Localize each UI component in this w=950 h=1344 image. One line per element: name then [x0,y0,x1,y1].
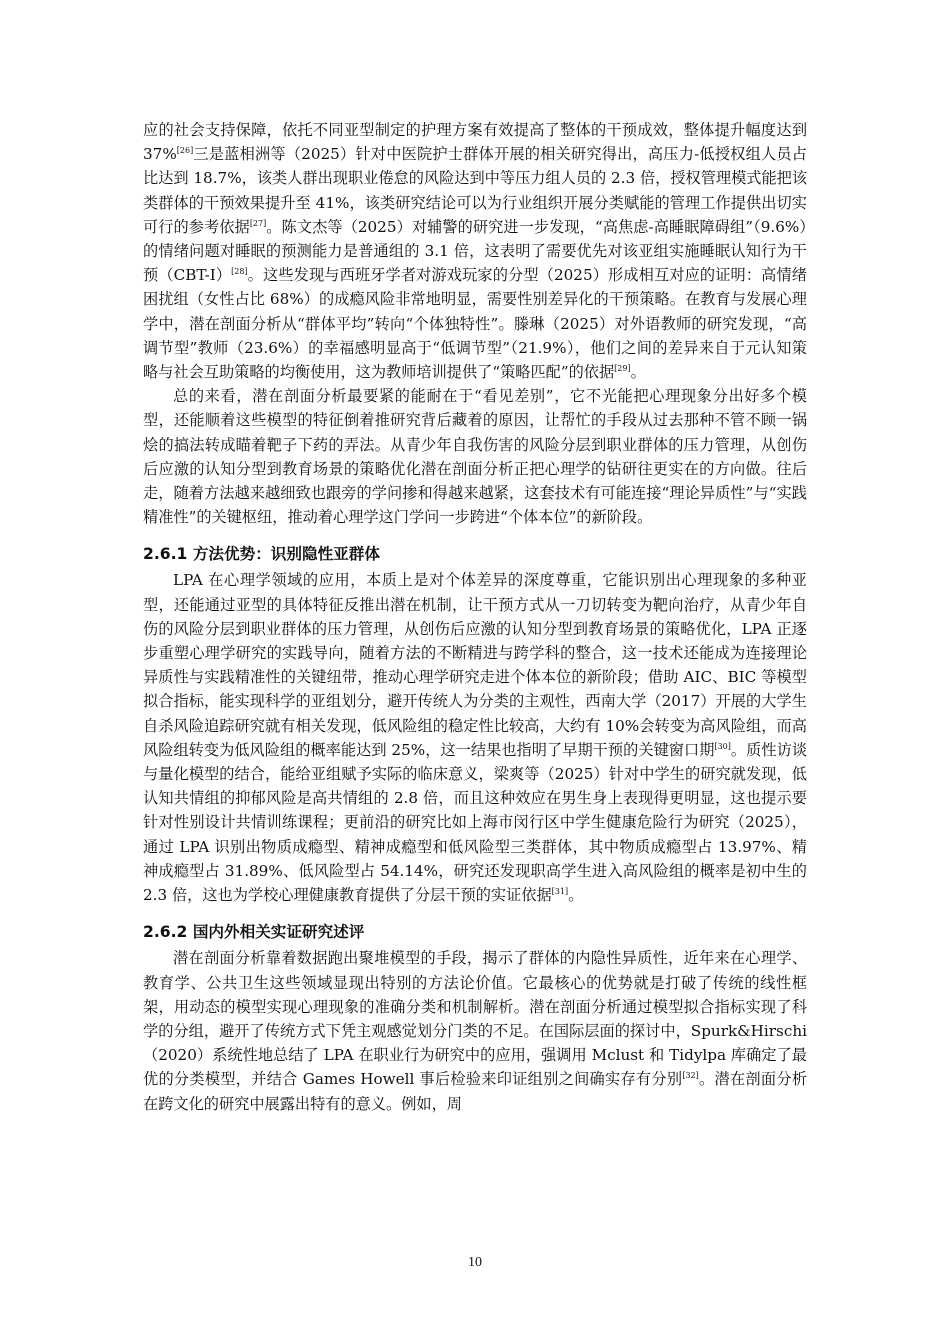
text-segment: 。这些发现与西班牙学者对游戏玩家的分型（2025）形成相互对应的证明：高情绪困扰组（女性占比 68%）的成瘾风险非常地明显，需要性别差异化的干预策略。在教育与发展心理学中，潜在剖面分析从“群体平均”转向“个体独特性”。滕琳（2025）对外语教师的研究发现，“高调节型”教师（23.6%）的幸福感明显高于“低调节型”（21.9%），他们之间的差异来自于元认知策略与社会互助策略的均衡使用，这为教师培训提供了“策略匹配”的依据 [143,266,807,382]
section-heading-2-6-2: 2.6.2 国内外相关实证研究述评 [143,923,365,942]
paragraph-summary: 总的来看，潜在剖面分析最要紧的能耐在于“看见差别”，它不光能把心理现象分出好多个模型，还能顺着这些模型的特征倒着推研究背后藏着的原因，让帮忙的手段从过去那种不管不顾一锅烩的搞法转成瞄着靶子下药的弄法。从青少年自我伤害的风险分层到职业群体的压力管理，从创伤后应激的认知分型到教育场景的策略优化潜在剖面分析正把心理学的钻研往更实在的方向做。往后走，随着方法越来越细致也跟旁的学问掺和得越来越紧，这套技术有可能连接“理论异质性”与“实践精准性”的关键枢纽，推动着心理学这门学问一步跨进“个体本位”的新阶段。 [143,387,807,527]
citation-ref: [31] [551,887,569,897]
text-segment: 。 [630,363,646,382]
text-segment: 潜在剖面分析靠着数据跑出聚堆模型的手段，揭示了群体的内隐性异质性，近年来在心理学、教育学、公共卫生这些领域显现出特别的方法论价值。它最核心的优势就是打破了传统的线性框架，用动态的模型实现心理现象的准确分类和机制解析。潜在剖面分析通过模型拟合指标实现了科学的分组，避开了传统方式下凭主观感觉划分门类的不足。在国际层面的探讨中，Spurk&Hirschi（2020）系统性地总结了 LPA 在职业行为研究中的应用，强调用 Mclust 和 Tidylpa 库确定了最优的分类模型，并结合 Games Howell 事后检验来印证组别之间确实存有分别 [143,949,807,1089]
page-number: 10 [468,1255,482,1270]
citation-ref: [27] [249,218,267,228]
section-heading-2-6-1: 2.6.1 方法优势：识别隐性亚群体 [143,545,380,564]
paragraph-empirical-review [143,946,807,1115]
paragraph-subtype-findings [143,118,807,384]
text-segment: LPA 在心理学领域的应用，本质上是对个体差异的深度尊重，它能识别出心理现象的多种亚型，还能通过亚型的具体特征反推出潜在机制，让干预方式从一刀切转变为靶向治疗，从青少年自伤的风险分层到职业群体的压力管理，从创伤后应激的认知分型到教育场景的策略优化，LPA 正逐步重塑心理学研究的实践导向，随着方法的不断精进与跨学科的整合，这一技术还能成为连接理论异质性与实践精准性的关键纽带，推动心理学研究走进个体本位的新阶段；借助 AIC、BIC 等模型拟合指标，能实现科学的亚组划分，避开传统人为分类的主观性，西南大学（2017）开展的大学生自杀风险追踪研究就有相关发现，低风险组的稳定性比较高，大约有 10%会转变为高风险组，而高风险组转变为低风险组的概率能达到 25%，这一结果也指明了早期干预的关键窗口期 [143,571,807,759]
text-segment: 。潜在剖面分析在跨文化的研究中展露出特有的意义。例如，周 [143,1070,808,1113]
citation-ref: [30] [714,741,731,751]
paragraph-method-advantage [143,568,807,907]
text-segment: 。 [568,886,584,905]
text-segment: 三是蓝相洲等（2025）针对中医院护士群体开展的相关研究得出，高压力-低授权组人员占比达到 18.7%，该类人群出现职业倦怠的风险达到中等压力组人员的 2.3 倍，授权管理模式能把该类群体的干预效果提升至 41%，该类研究结论可以为行业组织开展分类赋能的管理工作提供出切实可行的参考依据 [143,145,808,236]
text-segment: 。陈文杰等（2025）对辅警的研究进一步发现，“高焦虑-高睡眠障碍组”（9.6%）的情绪问题对睡眠的预测能力是普通组的 3.1 倍，这表明了需要优先对该亚组实施睡眠认知行为干预（CBT-I） [143,217,808,285]
citation-ref: [32] [682,1071,699,1081]
text-segment: 应的社会支持保障，依托不同亚型制定的护理方案有效提高了整体的干预成效，整体提升幅度达到 37% [143,121,807,164]
document-body [143,118,807,1116]
citation-ref: [28] [231,267,248,277]
citation-ref: [29] [614,364,631,374]
citation-ref: [26] [176,146,194,156]
text-segment: 。质性访谈与量化模型的结合，能给亚组赋予实际的临床意义，梁爽等（2025）针对中学生的研究就发现，低认知共情组的抑郁风险是高共情组的 2.8 倍，而且这种效应在男生身上表现得更明显，这也提示要针对性别设计共情训练课程；更前沿的研究比如上海市闵行区中学生健康危险行为研究（2025），通过 LPA 识别出物质成瘾型、精神成瘾型和低风险型三类群体，其中物质成瘾型占 13.97%、精神成瘾型占 31.89%、低风险型占 54.14%，研究还发现职高学生进入高风险组的概率是初中生的 2.3 倍，这也为学校心理健康教育提供了分层干预的实证依据 [143,740,808,905]
